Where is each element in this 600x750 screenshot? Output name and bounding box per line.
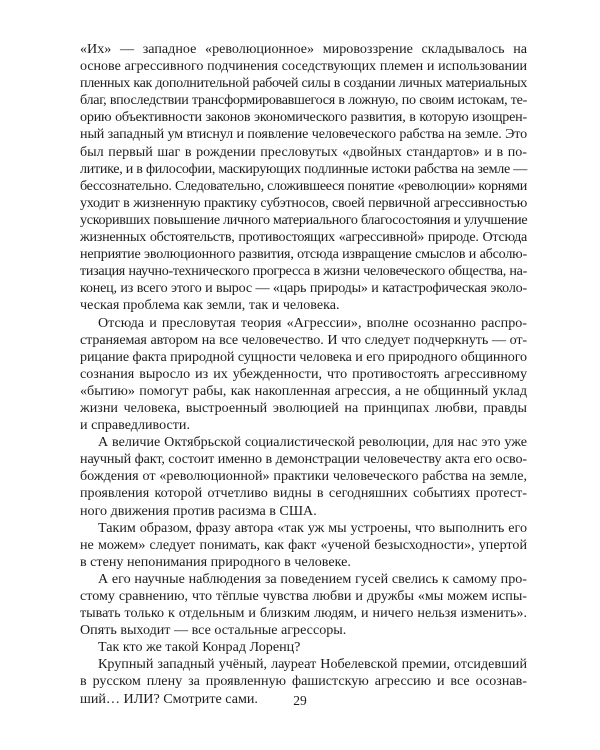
body-text [80,41,527,708]
paragraph [80,520,527,571]
text-line: конец, из всего этого и вырос — «царь природы» и катастрофическая эколо- [80,280,527,297]
text-line: «бытию» помогут рабы, как накопленная агрессия, а не общинный уклад [80,382,527,399]
text-line: А величие Октябрьской социалистической революции, для нас это уже [98,434,527,451]
text-line: ускоривших повышение личного материального благосостояния и улучшение [80,211,528,228]
text-line: сознания выросло из их убежденности, что противостоять агрессивному [80,365,527,382]
paragraph [80,639,527,656]
text-line: ного движения против расизма в США. [80,502,317,519]
text-line: стому сравнению, что тёплые чувства любви и дружбы «мы можем испы- [80,588,527,604]
text-line: Таким образом, фразу автора «так уж мы устроены, что выполнить его [98,519,527,536]
paragraph [80,571,527,639]
text-line: и справедливости. [80,417,190,434]
text-line: бессознательно. Следовательно, сложившееся понятие «революции» корнями [80,177,527,194]
text-line: страняемая автором на все человечество. И что следует подчеркнуть — от- [80,331,527,348]
text-line: Отсюда и пресловутая теория «Агрессии», вполне осознанно распро- [98,314,527,331]
text-line: ший… ИЛИ? Смотрите сами. [80,690,258,707]
text-line: неприятие эволюционного развития, отсюда извращение смыслов и абсолю- [80,246,527,263]
text-line: в русском плену за проявленную фашистскую агрессию и все осознав- [80,673,527,690]
text-line: не можем» следует понимать, как факт «ученой безысходности», упертой [80,536,527,553]
text-line: Так кто же такой Конрад Лоренц? [98,639,301,656]
text-line: Опять выходит — все остальные агрессоры. [80,622,347,639]
text-line: ческая проблема как земли, так и человека. [80,297,340,314]
text-line: орию объективности законов экономического развития, в которую изощрен- [80,109,527,126]
page-number: 29 [293,693,307,708]
text-line: ный западный ум втиснул и появление человеческого рабства на земле. Это [80,126,528,143]
paragraph [80,315,527,435]
text-line: тывать только к отдельным и близким людям, и ничего нельзя изменить». [80,605,527,622]
text-line: в стену непонимания природного в человеке. [80,553,351,570]
paragraph [80,434,527,519]
text-line: «Их» — западное «революционное» мировоззрение складывалось на [80,41,527,57]
text-line: жизни человека, выстроенный эволюцией на принципах любви, правды [80,399,527,416]
text-line: был первый шаг в рождении пресловутых «двойных стандартов» и в по- [80,143,527,160]
text-line: уходит в жизненную практику субэтносов, своей первичной агрессивностью [80,194,527,211]
text-line: бождения от «революционной» практики человеческого рабства на земле, [80,468,527,485]
text-line: литике, и в философии, маскирующих подлинные истоки рабства на земле — [80,160,527,177]
text-line: жизненных обстоятельств, противостоящих «агрессивной» природе. Отсюда [80,229,527,246]
text-line: пленных как дополнительной рабочей силы в создании личных материальных [80,75,527,92]
text-line: А его научные наблюдения за поведением гусей свелись к самому про- [98,570,527,587]
text-line: благ, впоследствии трансформировавшегося в ложную, по своим истокам, те- [80,92,527,109]
text-line: рицание факта природной сущности человека и его природного общинного [80,348,527,365]
text-line: проявления которой отчетливо видны в сегодняшних событиях протест- [80,485,527,502]
text-line: основе агрессивного подчинения соседствующих племен и использовании [80,58,527,75]
text-line: тизация научно-технического прогресса в жизни человеческого общества, на- [80,263,527,280]
paragraph [80,41,527,315]
text-line: научный факт, состоит именно в демонстрации человечеству акта его осво- [80,451,527,468]
text-line: Крупный западный учёный, лауреат Нобелевской премии, отсидевший [98,656,527,673]
